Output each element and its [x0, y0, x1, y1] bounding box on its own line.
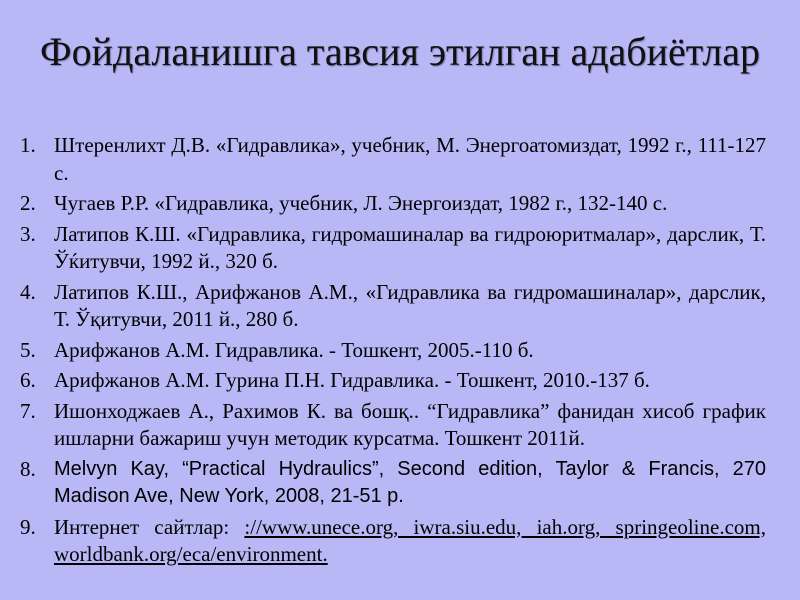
- reference-item: [20, 190, 766, 218]
- reference-number: 7.: [20, 398, 36, 423]
- reference-text: Арифжанов А.М. Гидравлика. - Тошкент, 2005.-110 б.: [54, 337, 534, 362]
- reference-item: [20, 514, 766, 569]
- reference-item: [20, 279, 766, 334]
- reference-list: [20, 132, 766, 572]
- reference-number: 2.: [20, 191, 36, 215]
- reference-text: Чугаев Р.Р. «Гидравлика, учебник, Л. Энергоиздат, 1982 г., 132-140 с.: [54, 191, 668, 215]
- reference-text: Латипов К.Ш. «Гидравлика, гидромашиналар ва гидроюритмалар», дарслик, Т. Ўќитувчи, 1992 й., 320 б.: [54, 221, 766, 273]
- reference-text: Ишонходжаев А., Рахимов К. ва бошқ.. “Гидравлика” фанидан хисоб график ишларни бажариш учун методик курсатма. Тошкент 2011й.: [54, 398, 766, 450]
- reference-item: [20, 132, 766, 187]
- reference-number: 6.: [20, 368, 36, 392]
- reference-number: 8.: [20, 456, 36, 481]
- reference-number: 4.: [20, 279, 36, 304]
- reference-number: 9.: [20, 514, 36, 539]
- reference-item: [20, 398, 766, 453]
- slide-title: Фойдаланишга тавсия этилган адабиётлар: [39, 29, 761, 74]
- reference-item: [20, 337, 766, 365]
- reference-number: 3.: [20, 221, 36, 246]
- reference-item: [20, 367, 766, 395]
- website-links[interactable]: ://www.unece.org, iwra.siu.edu, iah.org, springeoline.com, worldbank.org/eca/environment.: [54, 514, 766, 566]
- reference-number: 5.: [20, 337, 36, 362]
- reference-item: [20, 456, 766, 511]
- reference-text: Латипов К.Ш., Арифжанов А.М., «Гидравлика ва гидромашиналар», дарслик, Т. Ўқитувчи, 2011 й., 280 б.: [54, 279, 766, 331]
- reference-number: 1.: [20, 133, 36, 157]
- reference-text: [54, 514, 766, 569]
- reference-text: Melvyn Kay, “Practical Hydraulics”, Second edition, Taylor & Francis, 270 Madison Ave, New York, 2008, 21-51 p.: [54, 457, 766, 507]
- internet-sites-label: Интернет сайтлар:: [54, 514, 230, 539]
- reference-text: Штеренлихт Д.В. «Гидравлика», учебник, М. Энергоатомиздат, 1992 г., 111-127 с.: [54, 133, 766, 185]
- reference-text: Арифжанов А.М. Гурина П.Н. Гидравлика. - Тошкент, 2010.-137 б.: [54, 368, 650, 392]
- reference-item: [20, 221, 766, 276]
